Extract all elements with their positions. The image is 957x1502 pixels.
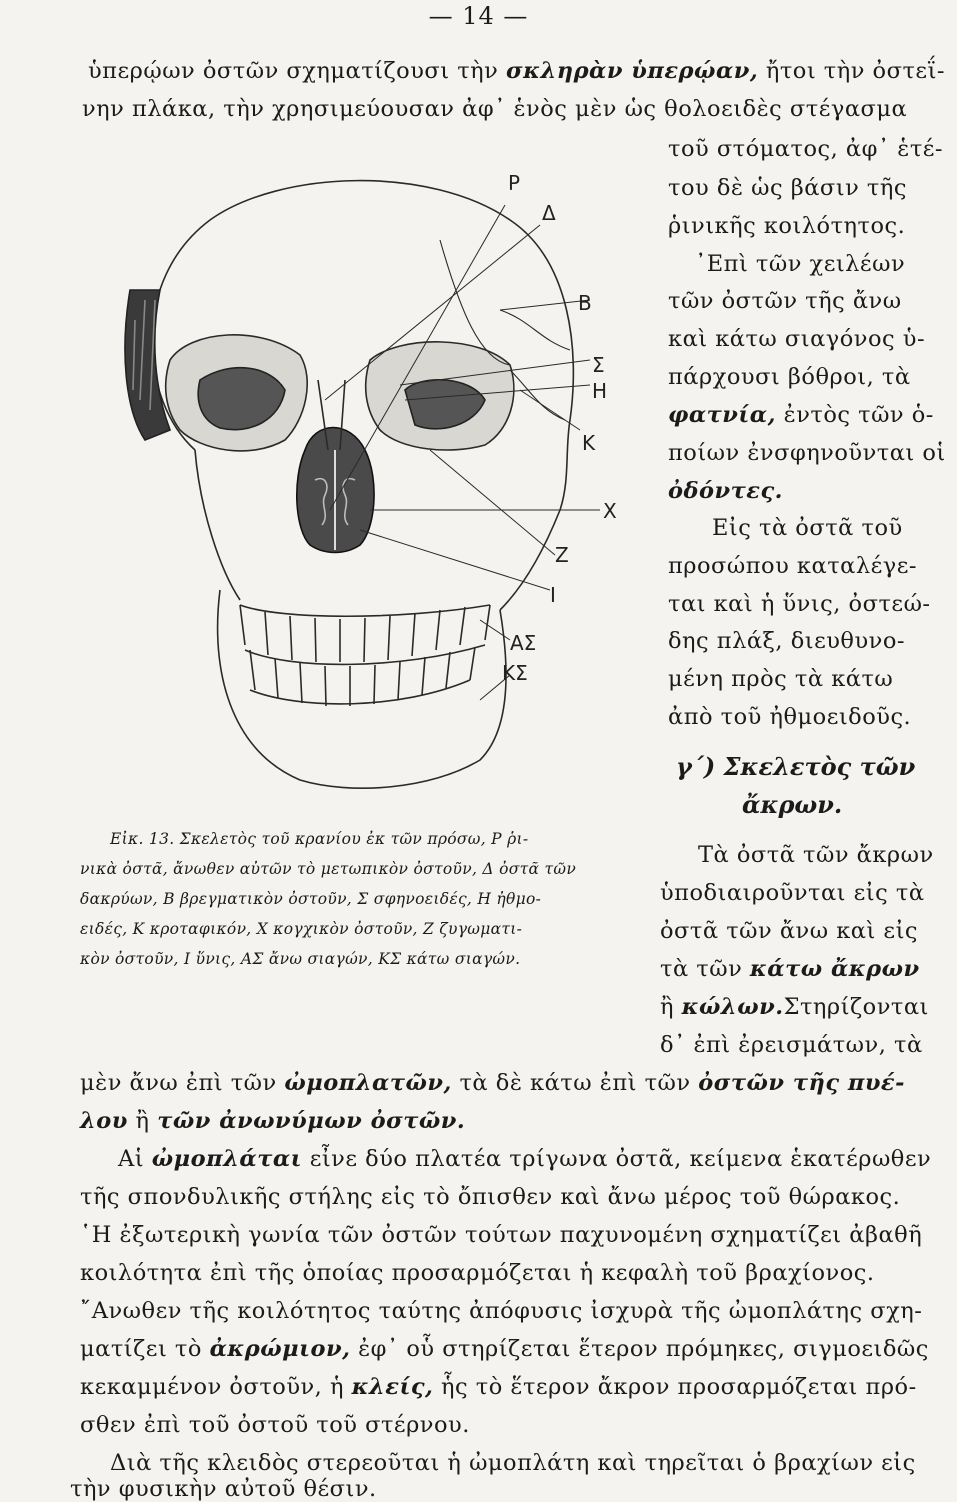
bottom-line-4: τῆς σπονδυλικῆς στήλης εἰς τὸ ὄπισθεν καὶ ἄνω μέρος τοῦ θώρακος. [80,1184,901,1210]
figure-label-sigma: Σ [592,353,605,377]
page-number: — 14 — [428,2,529,30]
right-line-6: καὶ κάτω σιαγόνος ὑ- [668,326,926,352]
section-heading-line-1: γ΄) Σκελετὸς τῶν [676,752,916,781]
right-line-7: πάρχουσι βόθροι, τὰ [668,364,911,390]
right-line-4: ᾿Επὶ τῶν χειλέων [695,251,906,277]
figure-caption-line-5: κὸν ὀστοῦν, Ι ὕνις, ΑΣ ἄνω σιαγών, ΚΣ κάτω σιαγών. [80,950,521,968]
figure-label-iota: Ι [550,583,556,607]
right-line-10 [668,478,783,504]
term-odontes: ὀδόντες. [668,478,783,504]
right-line-13: ται καὶ ἡ ὕνις, ὀστεώ- [668,591,931,617]
term-skleran-yperoan: σκληρὰν ὑπερῴαν, [505,58,759,84]
right-line-9: ποίων ἐνσφηνοῦνται οἱ [668,440,946,466]
right-after-5: ἢ κώλων.Στηρίζονται [660,994,929,1020]
term-akromion: ἀκρώμιον, [209,1336,351,1362]
bottom-line-1: μὲν ἄνω ἐπὶ τῶν ὠμοπλατῶν, τὰ δὲ κάτω ἐπὶ τῶν ὀστῶν τῆς πυέ- [80,1070,905,1096]
right-line-8: φατνία, ἐντὸς τῶν ὁ- [668,402,934,428]
right-line-3: ῥινικῆς κοιλότητος. [668,213,906,239]
term-omoplatai: ὠμοπλάται [151,1146,303,1172]
right-line-11: Εἰς τὰ ὀστᾶ τοῦ [712,515,903,541]
figure-label-rho: Ρ [508,171,521,195]
term-kleis: κλείς, [351,1374,434,1400]
figure-caption-line-3: δακρύων, Β βρεγματικὸν ὀστοῦν, Σ σφηνοειδές, Η ἠθμο- [80,890,542,908]
bottom-line-2: λου ἢ τῶν ἀνωνύμων ὀστῶν. [80,1108,466,1134]
right-after-4: τὰ τῶν κάτω ἄκρων [660,956,920,982]
figure-label-delta: Δ [542,201,556,225]
bottom-line-6: κοιλότητα ἐπὶ τῆς ὁποίας προσαρμόζεται ἡ κεφαλὴ τοῦ βραχίονος. [80,1260,875,1286]
figure-label-zeta: Ζ [555,543,569,567]
text-line-1: ὑπερῴων ὀστῶν σχηματίζουσι τὴν σκληρὰν ὑπερῴαν, ἤτοι τὴν ὀστεΐ- [88,58,945,84]
right-line-14: δης πλάξ, διευθυνο- [668,628,905,654]
term-anonymon-oston: τῶν ἀνωνύμων ὀστῶν. [157,1108,466,1134]
bottom-line-3: Αἱ ὠμοπλάται εἶνε δύο πλατέα τρίγωνα ὀστᾶ, κείμενα ἑκατέρωθεν [118,1146,932,1172]
bottom-line-8: ματίζει τὸ ἀκρώμιον, ἐφ᾽ οὗ στηρίζεται ἕτερον πρόμηκες, σιγμοειδῶς [80,1336,929,1362]
right-after-2: ὑποδιαιροῦνται εἰς τὰ [660,880,925,906]
bottom-line-12: τὴν φυσικὴν αὐτοῦ θέσιν. [70,1476,377,1502]
right-line-16: ἀπὸ τοῦ ἠθμοειδοῦς. [668,704,912,730]
right-line-2: του δὲ ὡς βάσιν τῆς [668,175,907,201]
right-line-12: προσώπου καταλέγε- [668,553,917,579]
right-after-1: Τὰ ὀστᾶ τῶν ἄκρων [698,842,934,868]
term-omoplaton: ὠμοπλατῶν, [284,1070,452,1096]
right-after-6: δ᾽ ἐπὶ ἐρεισμάτων, τὰ [660,1032,923,1058]
figure-label-chi: Χ [603,499,617,523]
text-line-2: νην πλάκα, τὴν χρησιμεύουσαν ἀφ᾽ ἑνὸς μὲν ὡς θολοειδὲς στέγασμα [82,96,908,122]
figure-label-beta: Β [578,291,592,315]
term-phatnia: φατνία, [668,402,776,428]
skull-figure [100,150,660,830]
figure-label-kappa-sigma: ΚΣ [502,661,528,685]
section-heading-line-2: ἄκρων. [742,790,843,819]
term-oston-pyelou: ὀστῶν τῆς πυέ- [698,1070,905,1096]
figure-label-alpha-sigma: ΑΣ [510,631,537,655]
bottom-line-10: σθεν ἐπὶ τοῦ ὀστοῦ τοῦ στέρνου. [80,1412,470,1438]
figure-caption-line-4: ειδές, Κ κροταφικόν, Χ κογχικὸν ὀστοῦν, Ζ ζυγωματι- [80,920,523,938]
figure-caption-line-1: Εἰκ. 13. Σκελετὸς τοῦ κρανίου ἐκ τῶν πρόσω, Ρ ῥι- [110,830,529,848]
figure-caption-line-2: νικὰ ὀστᾶ, ἄνωθεν αὐτῶν τὸ μετωπικὸν ὀστοῦν, Δ ὀστᾶ τῶν [80,860,577,878]
bottom-line-7: ῎Ανωθεν τῆς κοιλότητος ταύτης ἀπόφυσις ἰσχυρὰ τῆς ὠμοπλάτης σχη- [80,1298,923,1324]
right-after-3: ὀστᾶ τῶν ἄνω καὶ εἰς [660,918,919,944]
bottom-line-5: ῾Η ἐξωτερικὴ γωνία τῶν ὀστῶν τούτων παχυνομένη σχηματίζει ἀβαθῆ [80,1222,923,1248]
right-line-5: τῶν ὀστῶν τῆς ἄνω [668,288,902,314]
term-pyelou-end: λου [80,1108,128,1134]
figure-label-eta: Η [592,379,608,403]
term-kolon: κώλων. [681,994,784,1020]
right-line-15: μένη πρὸς τὰ κάτω [668,666,894,692]
figure-label-kappa: Κ [582,431,596,455]
term-kato-akron: κάτω ἄκρων [749,956,920,982]
right-line-1: τοῦ στόματος, ἀφ᾽ ἑτέ- [668,136,944,162]
bottom-line-9: κεκαμμένον ὀστοῦν, ἡ κλείς, ἧς τὸ ἕτερον ἄκρον προσαρμόζεται πρό- [80,1374,917,1400]
bottom-line-11: Διὰ τῆς κλειδὸς στερεοῦται ἡ ὠμοπλάτη καὶ τηρεῖται ὁ βραχίων εἰς [110,1450,916,1476]
